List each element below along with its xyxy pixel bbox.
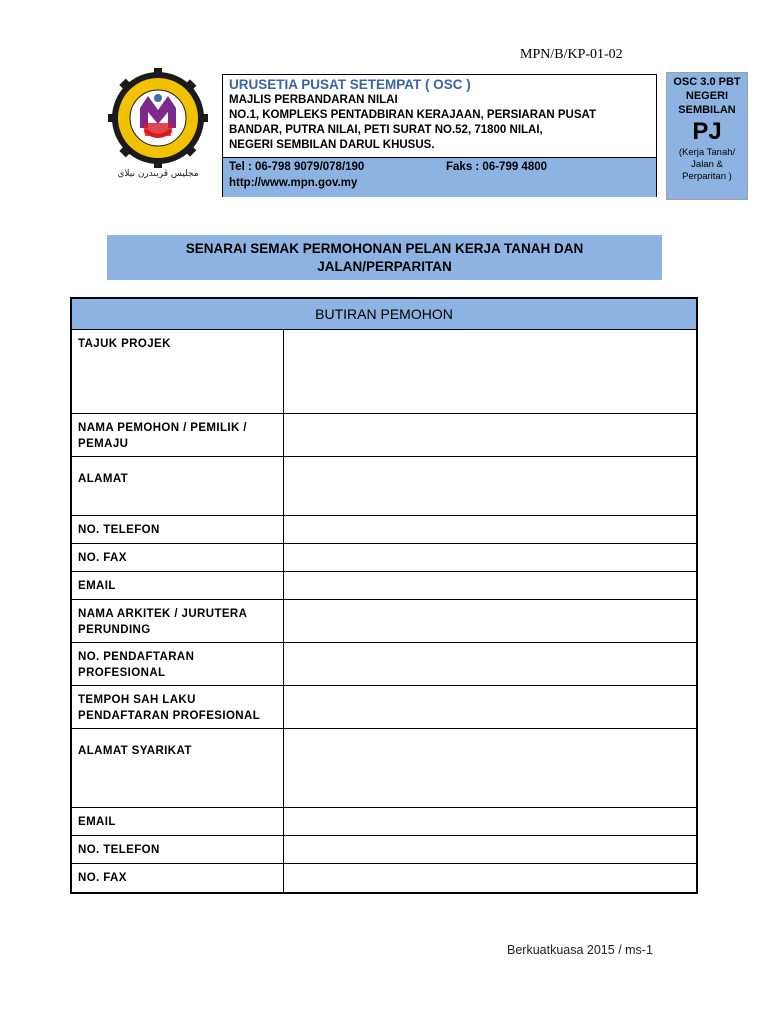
field-label-text: NO. FAX xyxy=(78,871,127,884)
company-email-field[interactable] xyxy=(283,808,697,836)
field-label xyxy=(71,600,283,643)
company-telephone-field[interactable] xyxy=(283,836,697,864)
company-address-field[interactable] xyxy=(283,729,697,808)
field-label-text: PENDAFTARAN PROFESIONAL xyxy=(78,710,261,722)
form-title xyxy=(107,235,662,280)
table-header: BUTIRAN PEMOHON xyxy=(71,298,697,330)
field-label-text: TEMPOH SAH LAKU xyxy=(78,694,196,706)
address-field[interactable] xyxy=(283,457,697,516)
form-title-line: SENARAI SEMAK PERMOHONAN PELAN KERJA TANAH DAN xyxy=(185,241,584,256)
organization-info-box xyxy=(222,74,657,197)
field-label xyxy=(71,516,283,544)
osc-title: URUSETIA PUSAT SETEMPAT ( OSC ) xyxy=(229,77,471,92)
jawi-text: مجليس ڤربندرن نيلاي xyxy=(117,169,199,178)
field-label xyxy=(71,643,283,686)
field-label xyxy=(71,330,283,414)
category-code: PJ xyxy=(692,118,722,145)
address-line: MAJLIS PERBANDARAN NILAI xyxy=(229,94,398,106)
field-label-text: EMAIL xyxy=(78,815,116,828)
field-label-text: PEMAJU xyxy=(78,438,129,450)
fax-field[interactable] xyxy=(283,544,697,572)
field-label-text: NAMA ARKITEK / JURUTERA xyxy=(78,608,248,620)
fax-text: Faks : 06-799 4800 xyxy=(446,161,548,173)
website-link[interactable]: http://www.mpn.gov.my xyxy=(229,177,358,189)
osc-version: OSC 3.0 PBT xyxy=(673,76,741,88)
council-logo xyxy=(103,68,213,178)
address-line: NEGERI SEMBILAN DARUL KHUSUS. xyxy=(229,139,435,151)
field-label-text: NO. PENDAFTARAN xyxy=(78,651,195,663)
osc-state-line: NEGERI xyxy=(685,90,729,102)
registration-validity-field[interactable] xyxy=(283,686,697,729)
applicant-details-table xyxy=(70,297,698,894)
form-title-line: JALAN/PERPARITAN xyxy=(317,259,452,274)
field-label-text: ALAMAT SYARIKAT xyxy=(78,745,192,757)
applicant-name-field[interactable] xyxy=(283,414,697,457)
field-label-text: NAMA PEMOHON / PEMILIK / xyxy=(78,422,247,434)
registration-number-field[interactable] xyxy=(283,643,697,686)
telephone-field[interactable] xyxy=(283,516,697,544)
field-label xyxy=(71,729,283,808)
field-label xyxy=(71,572,283,600)
field-label xyxy=(71,414,283,457)
contact-bar xyxy=(223,158,656,197)
field-label-text: ALAMAT xyxy=(78,473,129,485)
field-label-text: PROFESIONAL xyxy=(78,667,166,679)
gear-emblem xyxy=(108,68,208,168)
field-label xyxy=(71,808,283,836)
field-label-text: NO. TELEFON xyxy=(78,523,160,536)
telephone-text: Tel : 06-798 9079/078/190 xyxy=(229,161,365,173)
field-label xyxy=(71,686,283,729)
organization-address xyxy=(223,75,656,158)
field-label-text: NO. TELEFON xyxy=(78,843,160,856)
field-label-text: PERUNDING xyxy=(78,624,151,636)
field-label-text: TAJUK PROJEK xyxy=(78,338,171,350)
field-label-text: NO. FAX xyxy=(78,551,127,564)
field-label-text: EMAIL xyxy=(78,579,116,592)
field-label xyxy=(71,864,283,893)
address-line: BANDAR, PUTRA NILAI, PETI SURAT NO.52, 71800 NILAI, xyxy=(229,124,543,136)
address-line: NO.1, KOMPLEKS PENTADBIRAN KERAJAAN, PERSIARAN PUSAT xyxy=(229,109,596,121)
osc-category-box xyxy=(666,72,748,200)
email-field[interactable] xyxy=(283,572,697,600)
document-reference: MPN/B/KP-01-02 xyxy=(520,47,623,62)
osc-state-line: SEMBILAN xyxy=(678,104,736,116)
field-label xyxy=(71,544,283,572)
field-label xyxy=(71,836,283,864)
company-fax-field[interactable] xyxy=(283,864,697,893)
category-description: Perparitan ) xyxy=(682,171,732,182)
effective-date-footer: Berkuatkuasa 2015 / ms-1 xyxy=(507,943,653,957)
project-title-field[interactable] xyxy=(283,330,697,414)
field-label xyxy=(71,457,283,516)
category-description: Jalan & xyxy=(691,159,723,170)
architect-engineer-field[interactable] xyxy=(283,600,697,643)
category-description: (Kerja Tanah/ xyxy=(678,147,736,158)
